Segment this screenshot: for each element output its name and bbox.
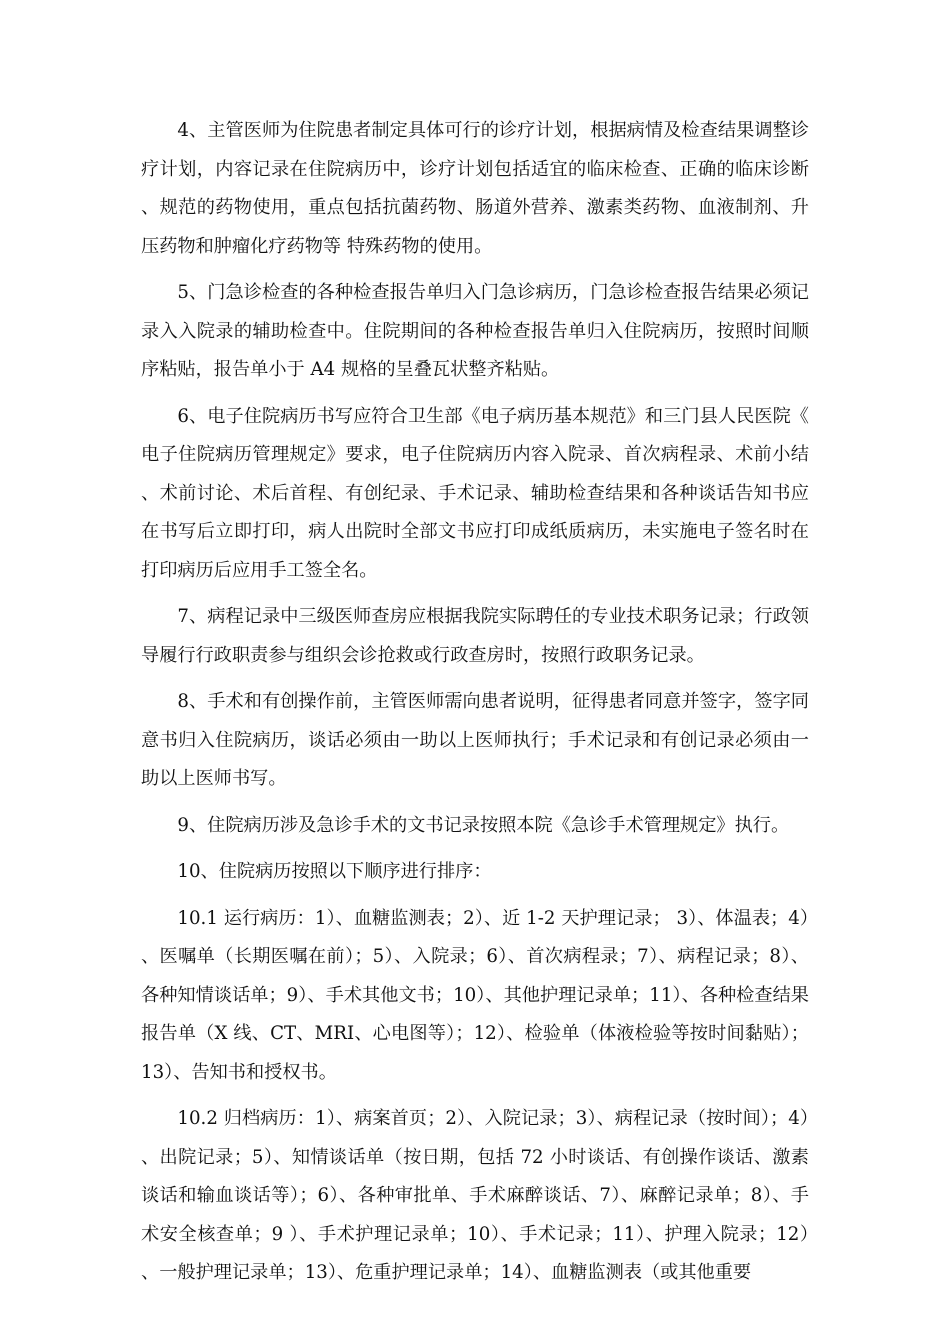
document-body [141,112,809,1293]
paragraph-10-ordering: 10、住院病历按照以下顺序进行排序： [177,861,492,882]
paragraph-4-treatment-plan: 4、主管医师为住院患者制定具体可行的诊疗计划，根据病情及检查结果调整诊疗计划，内容记录在住院病历中，诊疗计划包括适宜的临床检查、正确的临床诊断、规范的药物使用，重点包括抗菌药物、肠道外营养、激素类药物、血液制剂、升压药物和肿瘤化疗药物等 特殊药物的使用。 [141,120,809,257]
paragraph-6-electronic-records: 6、电子住院病历书写应符合卫生部《电子病历基本规范》和三门县人民医院《电子住院病历管理规定》要求，电子住院病历内容入院录、首次病程录、术前小结、术前讨论、术后首程、有创纪录、手术记录、辅助检查结果和各种谈话告知书应在书写后立即打印，病人出院时全部文书应打印成纸质病历，未实施电子签名时在打印病历后应用手工签全名。 [141,405,809,581]
paragraph-7-progress-notes: 7、病程记录中三级医师查房应根据我院实际聘任的专业技术职务记录；行政领导履行行政职责参与组织会诊抢救或行政查房时，按照行政职务记录。 [141,606,809,666]
paragraph-8-consent: 8、手术和有创操作前，主管医师需向患者说明，征得患者同意并签字，签字同意书归入住院病历，谈话必须由一助以上医师执行；手术记录和有创记录必须由一助以上医师书写。 [141,691,809,789]
paragraph-10-1-active-records: 10.1 运行病历：1）、血糖监测表；2）、近 1-2 天护理记录； 3）、体温表；4）、医嘱单（长期医嘱在前）；5）、入院录；6）、首次病程录；7）、病程记录；8）、各种知情谈话单；9）、手术其他文书；10）、其他护理记录单；11）、各种检查结果报告单（X 线、CT、MRI、心电图等）；12）、检验单（体液检验等按时间黏贴）；13）、告知书和授权书。 [141,907,809,1083]
paragraph-10-2-archived-records: 10.2 归档病历：1）、病案首页；2）、入院记录；3）、病程记录（按时间）；4）、出院记录；5）、知情谈话单（按日期，包括 72 小时谈话、有创操作谈话、激素谈话和输血谈话等）；6）、各种审批单、手术麻醉谈话、7）、麻醉记录单；8）、手术安全核查单；9 ）、手术护理记录单；10）、手术记录；11）、护理入院录；12）、一般护理记录单；13）、危重护理记录单；14）、血糖监测表（或其他重要 [141,1108,809,1283]
paragraph-5-exam-reports: 5、门急诊检查的各种检查报告单归入门急诊病历，门急诊检查报告结果必须记录入入院录的辅助检查中。住院期间的各种检查报告单归入住院病历，按照时间顺序粘贴，报告单小于 A4 规格的呈叠瓦状整齐粘贴。 [141,282,809,380]
paragraph-9-emergency-surgery: 9、住院病历涉及急诊手术的文书记录按照本院《急诊手术管理规定》执行。 [177,814,790,836]
